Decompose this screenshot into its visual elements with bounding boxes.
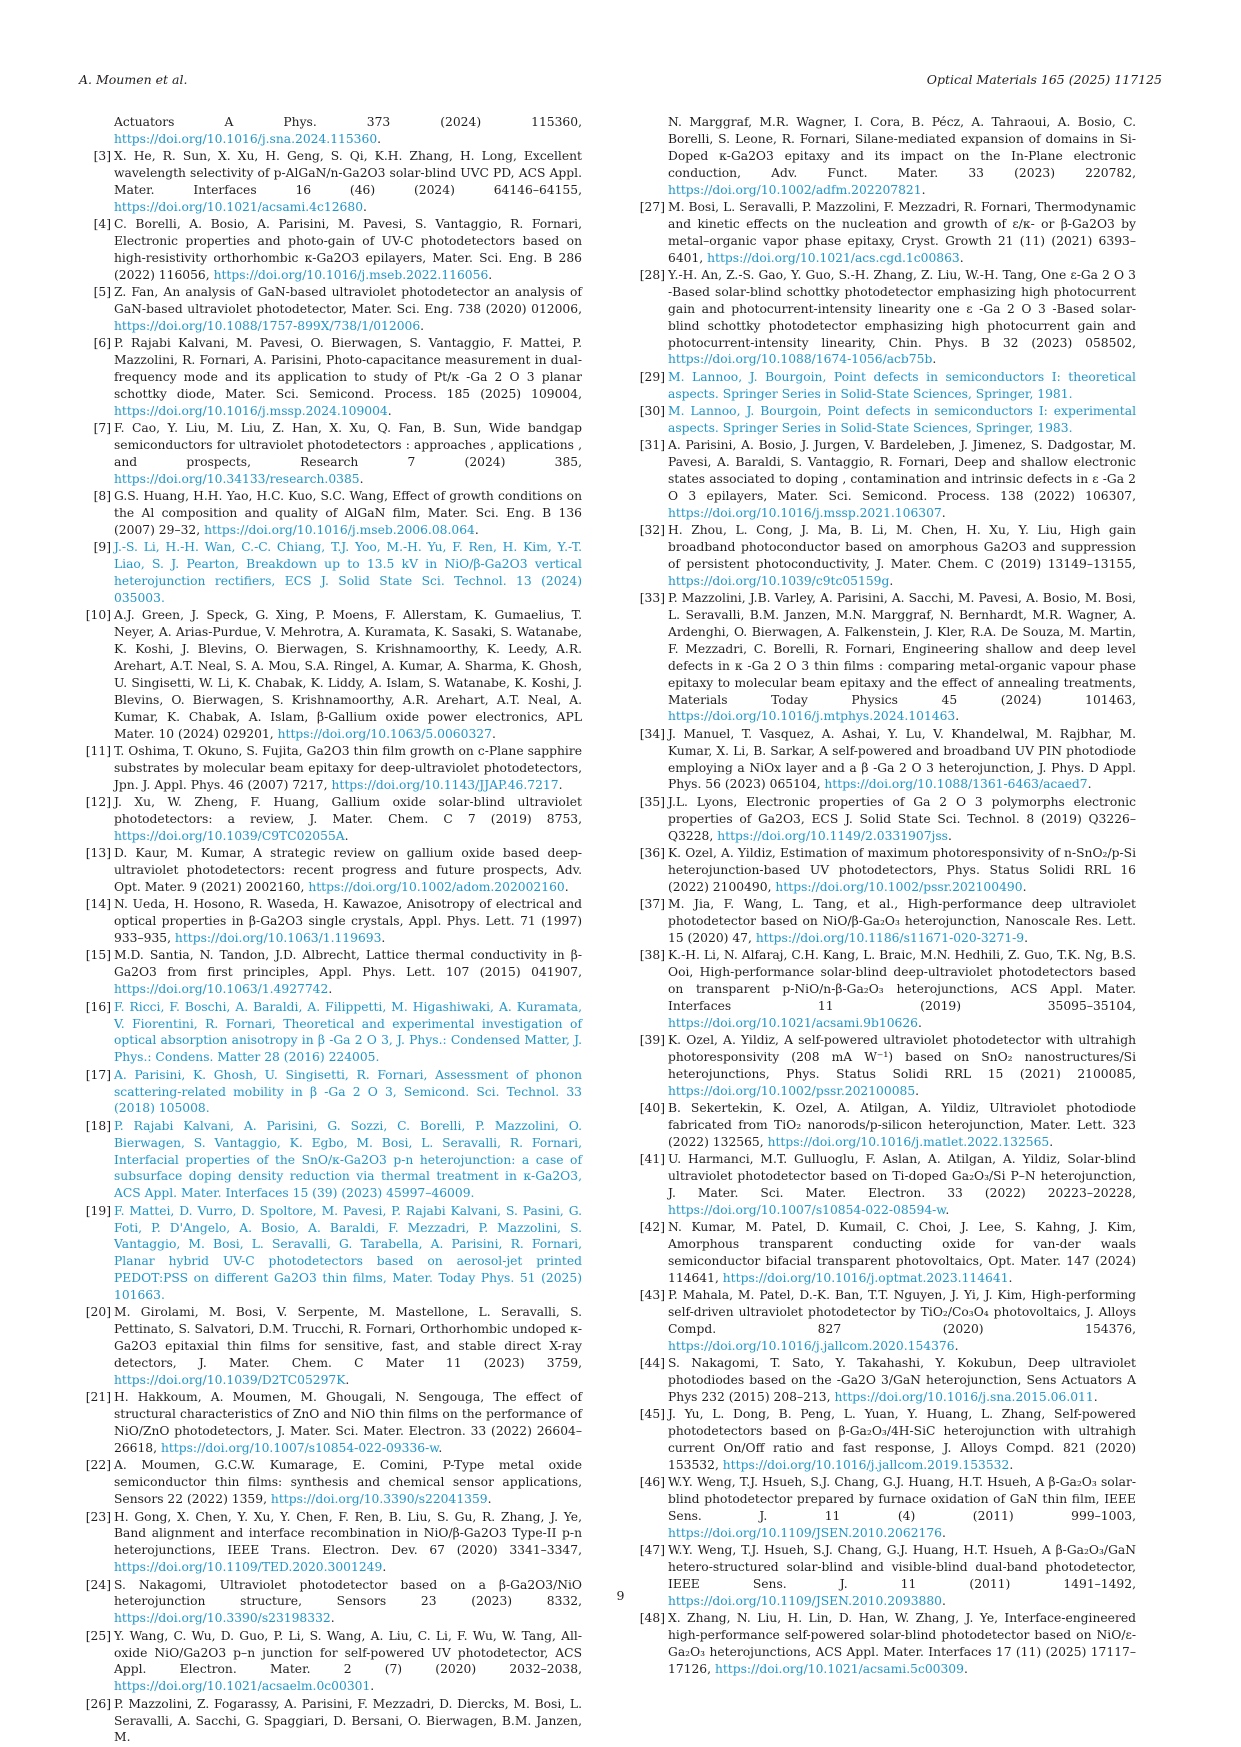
- reference-entry: [79, 1304, 582, 1389]
- reference-number: [33]: [639, 591, 665, 606]
- doi-link[interactable]: https://doi.org/10.1021/acsaelm.0c00301: [114, 1679, 371, 1694]
- reference-end-period: .: [963, 1662, 968, 1677]
- reference-text: M. Girolami, M. Bosi, V. Serpente, M. Mastellone, L. Seravalli, S. Pettinato, S. Salvatori, D.M. Trucchi, R. Fornari, Orthorhombic undoped κ-Ga2O3 epitaxial thin films for sensitive, fast, and stable direct X-ray detectors, J. Mater. Chem. C Mater 11 (2023) 3759,: [114, 1305, 582, 1371]
- reference-entry: [633, 437, 1136, 522]
- reference-end-period: .: [915, 1083, 920, 1098]
- reference-number: [24]: [85, 1577, 111, 1592]
- reference-entry[interactable]: [633, 369, 1136, 403]
- reference-number: [15]: [85, 948, 111, 963]
- doi-link[interactable]: https://doi.org/10.1007/s10854-022-09336-w: [160, 1441, 439, 1456]
- reference-entry[interactable]: [79, 539, 582, 607]
- reference-entry: [79, 1389, 582, 1457]
- reference-text: T. Oshima, T. Okuno, S. Fujita, Ga2O3 thin film growth on c-Plane sapphire substrates by molecular beam epitaxy for deep-ultraviolet photodetectors, Jpn. J. Appl. Phys. 46 (2007) 7217,: [114, 744, 582, 792]
- reference-number: [45]: [639, 1407, 665, 1422]
- doi-link[interactable]: https://doi.org/10.1021/acs.cgd.1c00863: [707, 250, 960, 265]
- doi-link[interactable]: https://doi.org/10.1016/j.jallcom.2019.153532: [722, 1458, 1010, 1473]
- reference-entry: [79, 114, 582, 148]
- reference-number: [9]: [93, 540, 111, 555]
- reference-text: P. Mazzolini, J.B. Varley, A. Parisini, A. Sacchi, M. Pavesi, A. Bosio, M. Bosi, L. Seravalli, B.M. Janzen, M.N. Marggraf, N. Bernhardt, M.R. Wagner, A. Ardenghi, O. Bierwagen, A. Falkenstein, J. Kler, R.A. De Souza, M. Martin, F. Mezzadri, C. Borelli, R. Fornari, Engineering shallow and deep level defects in κ -Ga 2 O 3 thin films : comparing metal-organic vapour phase epitaxy to molecular beam epitaxy and the effect of annealing treatments, Materials Today Physics 45 (2024) 101463,: [668, 591, 1136, 707]
- reference-text: M.D. Santia, N. Tandon, J.D. Albrecht, Lattice thermal conductivity in β-Ga2O3 from first principles, Appl. Phys. Lett. 107 (2015) 041907,: [114, 948, 582, 980]
- reference-entry: [79, 1696, 582, 1747]
- doi-link[interactable]: https://doi.org/10.1039/D2TC05297K: [114, 1373, 346, 1388]
- reference-entry: [79, 420, 582, 488]
- reference-text: J. Xu, W. Zheng, F. Huang, Gallium oxide solar-blind ultraviolet photodetectors: a review, J. Mater. Chem. C 7 (2019) 8753,: [114, 795, 582, 827]
- reference-end-period: .: [363, 199, 367, 214]
- reference-entry[interactable]: [79, 999, 582, 1067]
- reference-end-period: .: [954, 1338, 959, 1353]
- reference-number: [12]: [85, 795, 111, 810]
- reference-entry[interactable]: [79, 1067, 582, 1118]
- reference-number: [48]: [639, 1611, 665, 1626]
- reference-entry: [633, 896, 1136, 947]
- doi-link[interactable]: https://doi.org/10.1088/1674-1056/acb75b: [668, 352, 933, 367]
- reference-entry: [79, 216, 582, 284]
- reference-number: [18]: [85, 1118, 111, 1133]
- reference-end-period: .: [941, 505, 946, 520]
- reference-text: H. Zhou, L. Cong, J. Ma, B. Li, M. Chen, H. Xu, Y. Liu, High gain broadband photoconductor based on amorphous Ga2O3 and suppression of persistent photoconductivity, J. Mater. Chem. C (2019) 13149–13155,: [668, 523, 1136, 571]
- doi-link[interactable]: https://doi.org/10.3390/s22041359: [270, 1492, 488, 1507]
- reference-entry: [633, 1032, 1136, 1100]
- reference-end-period: .: [381, 931, 386, 946]
- reference-number: [27]: [639, 199, 665, 214]
- reference-number: [8]: [93, 489, 111, 504]
- reference-end-period: .: [1022, 879, 1027, 894]
- doi-link[interactable]: https://doi.org/10.1002/pssr.202100490: [775, 879, 1023, 894]
- reference-entry: [79, 794, 582, 845]
- reference-number: [46]: [639, 1475, 665, 1490]
- reference-number: [39]: [639, 1033, 665, 1048]
- reference-end-period: .: [945, 1202, 950, 1217]
- reference-end-period: .: [932, 352, 937, 367]
- doi-link[interactable]: https://doi.org/10.1143/JJAP.46.7217: [331, 777, 559, 792]
- reference-number: [3]: [93, 149, 111, 164]
- reference-entry: [79, 1509, 582, 1577]
- reference-text: F. Cao, Y. Liu, M. Liu, Z. Han, X. Xu, Q. Fan, B. Sun, Wide bandgap semiconductors for ultraviolet photodetectors : approaches , applications , and prospects, Research 7 (2024) 385,: [114, 421, 582, 470]
- reference-text: N. Marggraf, M.R. Wagner, I. Cora, B. Pécz, A. Tahraoui, A. Bosio, C. Borelli, S. Leone, R. Fornari, Silane-mediated expansion of domains in Si-Doped κ-Ga2O3 epitaxy and its impact on the In-Plane electronic conduction, Adv. Funct. Mater. 33 (2023) 220782,: [668, 115, 1136, 180]
- doi-link[interactable]: https://doi.org/10.1002/adfm.202207821: [668, 182, 922, 197]
- reference-text: Actuators A Phys. 373 (2024) 115360,: [114, 115, 582, 129]
- reference-text: K. Ozel, A. Yildiz, Estimation of maximum photoresponsivity of n-SnO₂/p-Si heterojunction-based UV photodetectors, Phys. Status Solidi RRL 16 (2022) 2100490,: [668, 845, 1136, 894]
- reference-text: Y.-H. An, Z.-S. Gao, Y. Guo, S.-H. Zhang, Z. Liu, W.-H. Tang, One ε-Ga 2 O 3 -Based solar-blind schottky photodetector emphasizing high photocurrent gain and photocurrent-intensity linearity one ε -Ga 2 O 3 -Based solar-blind schottky photodetector emphasizing high photocurrent gain and photocurrent-intensity linearity, Chin. Phys. B 32 (2023) 058502,: [668, 267, 1136, 350]
- reference-number: [26]: [85, 1696, 111, 1711]
- reference-text[interactable]: M. Lannoo, J. Bourgoin, Point defects in semiconductors I: theoretical aspects. Springer Series in Solid-State Sciences, Springer, 1981.: [668, 369, 1136, 401]
- doi-link[interactable]: https://doi.org/10.1021/acsami.9b10626: [668, 1015, 918, 1030]
- reference-end-period: .: [387, 403, 392, 418]
- reference-text: P. Mazzolini, Z. Fogarassy, A. Parisini, F. Mezzadri, D. Diercks, M. Bosi, L. Seravalli, A. Sacchi, G. Spaggiari, D. Bersani, O. Bierwagen, B.M. Janzen, M.: [114, 1696, 582, 1745]
- reference-text[interactable]: F. Mattei, D. Vurro, D. Spoltore, M. Pavesi, P. Rajabi Kalvani, S. Pasini, G. Foti, P. D'Angelo, A. Bosio, A. Baraldi, F. Mezzadri, P. Mazzolini, S. Vantaggio, M. Bosi, L. Seravalli, G. Tarabella, A. Parisini, R. Fornari, Planar hybrid UV-C photodetectors based on aerosol-jet printed PEDOT:PSS on different Ga2O3 thin films, Mater. Today Phys. 51 (2025) 101663.: [114, 1203, 582, 1303]
- reference-number: [5]: [93, 285, 111, 300]
- reference-end-period: .: [558, 777, 563, 792]
- reference-end-period: .: [947, 828, 952, 843]
- reference-end-period: .: [564, 880, 569, 895]
- reference-end-period: .: [1093, 1390, 1098, 1404]
- reference-entry[interactable]: [79, 1203, 582, 1304]
- reference-end-period: .: [1024, 930, 1029, 945]
- reference-number: [4]: [93, 217, 111, 232]
- page-number: 9: [616, 1588, 625, 1603]
- reference-number: [6]: [93, 336, 111, 351]
- reference-entry: [633, 1474, 1136, 1542]
- doi-link[interactable]: https://doi.org/10.3390/s23198332: [114, 1611, 331, 1626]
- doi-link[interactable]: https://doi.org/10.1088/1361-6463/acaed7: [824, 777, 1088, 792]
- reference-entry[interactable]: [79, 1118, 582, 1203]
- reference-number: [7]: [93, 421, 111, 436]
- reference-text: X. Zhang, N. Liu, H. Lin, D. Han, W. Zhang, J. Ye, Interface-engineered high-performance self-powered solar-blind photodetector based on NiO/ε-Ga₂O₃ heterojunctions, ACS Appl. Mater. Interfaces 17 (11) (2025) 17117–17126,: [668, 1611, 1136, 1677]
- reference-number: [30]: [639, 403, 665, 418]
- reference-text[interactable]: P. Rajabi Kalvani, A. Parisini, G. Sozzi, C. Borelli, P. Mazzolini, O. Bierwagen, S. Vantaggio, K. Egbo, M. Bosi, L. Seravalli, R. Fornari, Interfacial properties of the SnO/κ-Ga2O3 p-n heterojunction: a case of subsurface doping density reduction via thermal treatment in κ-Ga2O3, ACS Appl. Mater. Interfaces 15 (39) (2023) 45997–46009.: [114, 1118, 582, 1201]
- reference-end-period: .: [345, 1373, 350, 1388]
- doi-link[interactable]: https://doi.org/10.1109/TED.2020.3001249: [114, 1560, 383, 1575]
- reference-entry: [79, 488, 582, 539]
- reference-entry: [633, 1610, 1136, 1678]
- doi-link[interactable]: https://doi.org/10.1021/acsami.4c12680: [114, 199, 364, 214]
- reference-text: Y. Wang, C. Wu, D. Guo, P. Li, S. Wang, A. Liu, C. Li, F. Wu, W. Tang, All-oxide NiO/Ga2O3 p–n junction for self-powered UV photodetector, ACS Appl. Electron. Mater. 2 (7) (2020) 2032–2038,: [114, 1628, 582, 1677]
- doi-link[interactable]: https://doi.org/10.1016/j.sna.2024.115360: [114, 131, 378, 146]
- reference-entry: [79, 148, 582, 216]
- reference-text: S. Nakagomi, T. Sato, Y. Takahashi, Y. Kokubun, Deep ultraviolet photodiodes based on the -Ga2O 3/GaN heterojunction, Sens Actuators A Phys 232 (2015) 208–213,: [668, 1356, 1136, 1404]
- reference-number: [25]: [85, 1628, 111, 1643]
- reference-end-period: .: [377, 131, 382, 146]
- reference-end-period: .: [420, 319, 425, 334]
- reference-number: [38]: [639, 948, 665, 963]
- reference-number: [36]: [639, 845, 665, 860]
- doi-link[interactable]: https://doi.org/10.1016/j.mssp.2024.109004: [114, 403, 388, 418]
- reference-number: [40]: [639, 1101, 665, 1116]
- reference-text: U. Harmanci, M.T. Gulluoglu, F. Aslan, A. Atilgan, A. Yildiz, Solar-blind ultraviolet photodetector based on Ti-doped Ga₂O₃/Si P–N heterojunction, J. Mater. Sci. Mater. Electron. 33 (2022) 20223–20228,: [668, 1152, 1136, 1200]
- reference-text: G.S. Huang, H.H. Yao, H.C. Kuo, S.C. Wang, Effect of growth conditions on the Al composition and quality of AlGaN film, Mater. Sci. Eng. B 136 (2007) 29–32,: [114, 489, 582, 538]
- reference-text: C. Borelli, A. Bosio, A. Parisini, M. Pavesi, S. Vantaggio, R. Fornari, Electronic properties and photo-gain of UV-C photodetectors based on high-resistivity orthorhombic κ-Ga2O3 epilayers, Mater. Sci. Eng. B 286 (2022) 116056,: [114, 217, 582, 282]
- reference-text: A. Moumen, G.C.W. Kumarage, E. Comini, P-Type metal oxide semiconductor thin films: synthesis and chemical sensor applications, Sensors 22 (2022) 1359,: [114, 1458, 582, 1507]
- reference-end-period: .: [942, 1594, 946, 1609]
- reference-number: [34]: [639, 726, 665, 741]
- doi-link[interactable]: https://doi.org/10.1039/C9TC02055A: [114, 828, 345, 843]
- doi-link[interactable]: https://doi.org/10.1021/acsami.5c00309: [714, 1662, 964, 1677]
- reference-entry: [633, 1151, 1136, 1219]
- reference-end-period: .: [344, 828, 349, 843]
- doi-link[interactable]: https://doi.org/10.1063/5.0060327: [277, 726, 492, 741]
- reference-entry: [79, 1457, 582, 1508]
- doi-link[interactable]: https://doi.org/10.1063/1.4927742: [114, 982, 329, 997]
- doi-link[interactable]: https://doi.org/10.1016/j.jallcom.2020.154376: [668, 1338, 955, 1353]
- reference-text: J. Yu, L. Dong, B. Peng, L. Yuan, Y. Huang, L. Zhang, Self-powered photodetectors based on β-Ga₂O₃/4H-SiC heterojunction with ultrahigh current On/Off ratio and fast response, J. Alloys Compd. 821 (2020) 153532,: [668, 1407, 1136, 1473]
- reference-entry[interactable]: [633, 403, 1136, 437]
- reference-number: [21]: [85, 1390, 111, 1405]
- reference-text: P. Rajabi Kalvani, M. Pavesi, O. Bierwagen, S. Vantaggio, F. Mattei, P. Mazzolini, R. Fornari, A. Parisini, Photo-capacitance measurement in dual-frequency mode and its application to study of Pt/κ -Ga 2 O 3 planar schottky diode, Mater. Sci. Semicond. Process. 185 (2025) 109004,: [114, 336, 582, 402]
- reference-text: H. Hakkoum, A. Moumen, M. Ghougali, N. Sengouga, The effect of structural characteristics of ZnO and NiO thin films on the performance of NiO/ZnO photodetectors, J. Mater. Sci. Mater. Electron. 33 (2022) 26604–26618,: [114, 1390, 582, 1456]
- doi-link[interactable]: https://doi.org/10.1016/j.sna.2015.06.011: [834, 1390, 1094, 1404]
- reference-text: D. Kaur, M. Kumar, A strategic review on gallium oxide based deep-ultraviolet photodetectors: recent progress and future prospects, Adv. Opt. Mater. 9 (2021) 2002160,: [114, 846, 582, 895]
- reference-text: J. Manuel, T. Vasquez, A. Ashai, Y. Lu, V. Khandelwal, M. Rajbhar, M. Kumar, X. Li, B. Sarkar, A self-powered and broadband UV PIN photodiode employing a NiOx layer and a β -Ga 2 O 3 heterojunction, J. Phys. D Appl. Phys. 56 (2023) 065104,: [668, 726, 1136, 792]
- reference-number: [35]: [639, 794, 665, 809]
- reference-entry: [633, 1287, 1136, 1355]
- reference-end-period: .: [889, 573, 894, 588]
- reference-number: [43]: [639, 1288, 665, 1303]
- reference-end-period: .: [942, 1526, 946, 1541]
- reference-entry: [633, 267, 1136, 368]
- doi-link[interactable]: https://doi.org/10.1039/c9tc05159g: [668, 573, 890, 588]
- reference-entry: [79, 743, 582, 794]
- reference-text: N. Ueda, H. Hosono, R. Waseda, H. Kawazoe, Anisotropy of electrical and optical properties in β-Ga2O3 single crystals, Appl. Phys. Lett. 71 (1997) 933–935,: [114, 897, 582, 946]
- reference-text: X. He, R. Sun, X. Xu, H. Geng, S. Qi, K.H. Zhang, H. Long, Excellent wavelength selectivity of p-AlGaN/n-Ga2O3 solar-blind UVC PD, ACS Appl. Mater. Interfaces 16 (46) (2024) 64146–64155,: [114, 149, 582, 198]
- doi-link[interactable]: https://doi.org/10.1007/s10854-022-08594-w: [668, 1202, 946, 1217]
- reference-text: K. Ozel, A. Yildiz, A self-powered ultraviolet photodetector with ultrahigh photoresponsivity (208 mA W⁻¹) based on SnO₂ nanostructures/Si heterojunctions, Phys. Status Solidi RRL 15 (2021) 2100085,: [668, 1033, 1136, 1081]
- reference-number: [14]: [85, 897, 111, 912]
- reference-end-period: .: [491, 726, 496, 741]
- reference-entry: [79, 1628, 582, 1696]
- doi-link[interactable]: https://doi.org/10.1016/j.mseb.2006.08.064: [204, 523, 475, 538]
- reference-number: [44]: [639, 1356, 665, 1371]
- reference-end-period: .: [487, 1492, 492, 1507]
- reference-text: J.L. Lyons, Electronic properties of Ga 2 O 3 polymorphs electronic properties of Ga2O3, ECS J. Solid State Sci. Technol. 8 (2019) Q3226–Q3228,: [668, 794, 1136, 843]
- reference-number: [22]: [85, 1458, 111, 1473]
- reference-entry: [633, 522, 1136, 590]
- reference-number: [13]: [85, 846, 111, 861]
- reference-end-period: .: [474, 523, 479, 538]
- reference-text: M. Bosi, L. Seravalli, P. Mazzolini, F. Mezzadri, R. Fornari, Thermodynamic and kinetic effects on the nucleation and growth of ε/κ- or β-Ga2O3 by metal–organic vapor phase epitaxy, Cryst. Growth 21 (11) (2021) 6393–6401,: [668, 199, 1136, 265]
- reference-end-period: .: [359, 471, 364, 486]
- reference-end-period: .: [955, 709, 960, 724]
- reference-entry: [633, 845, 1136, 896]
- reference-number: [20]: [85, 1305, 111, 1320]
- reference-number: [28]: [639, 267, 665, 282]
- reference-entry: [633, 947, 1136, 1032]
- reference-text: K.-H. Li, N. Alfaraj, C.H. Kang, L. Braic, M.N. Hedhili, Z. Guo, T.K. Ng, B.S. Ooi, High-performance solar-blind deep-ultraviolet photodetectors based on transparent p-NiO/n-β-Ga₂O₃ heterojunctions, ACS Appl. Mater. Interfaces 11 (2019) 35095–35104,: [668, 948, 1136, 1013]
- reference-number: [31]: [639, 438, 665, 453]
- doi-link[interactable]: https://doi.org/10.1109/JSEN.2010.2093880: [668, 1594, 943, 1609]
- reference-entry: [79, 284, 582, 335]
- reference-entry: [633, 199, 1136, 267]
- reference-text: S. Nakagomi, Ultraviolet photodetector based on a β-Ga2O3/NiO heterojunction structure, Sensors 23 (2023) 8332,: [114, 1577, 582, 1609]
- doi-link[interactable]: https://doi.org/10.1016/j.mseb.2022.116056: [213, 267, 489, 282]
- doi-link[interactable]: https://doi.org/10.1016/j.optmat.2023.114641: [722, 1270, 1009, 1285]
- reference-text: B. Sekertekin, K. Ozel, A. Atilgan, A. Yildiz, Ultraviolet photodiode fabricated from TiO₂ nanorods/p-silicon heterojunction, Mater. Lett. 323 (2022) 132565,: [668, 1101, 1136, 1149]
- reference-entry: [79, 947, 582, 998]
- doi-link[interactable]: https://doi.org/10.1109/JSEN.2010.2062176: [668, 1526, 943, 1541]
- reference-number: [42]: [639, 1220, 665, 1235]
- reference-text: H. Gong, X. Chen, Y. Xu, Y. Chen, F. Ren, B. Liu, S. Gu, R. Zhang, J. Ye, Band alignment and interface recombination in NiO/β-Ga2O3 Type-II p-n heterojunctions, IEEE Trans. Electron. Dev. 67 (2020) 3341–3347,: [114, 1509, 582, 1558]
- reference-text: W.Y. Weng, T.J. Hsueh, S.J. Chang, G.J. Huang, H.T. Hsueh, A β-Ga₂O₃ solar-blind photodetector prepared by furnace oxidation of GaN thin film, IEEE Sens. J. 11 (4) (2011) 999–1003,: [668, 1475, 1136, 1524]
- doi-link[interactable]: https://doi.org/10.1016/j.mtphys.2024.101463: [668, 709, 956, 724]
- reference-number: [37]: [639, 896, 665, 911]
- reference-entry: [633, 1406, 1136, 1474]
- doi-link[interactable]: https://doi.org/10.34133/research.0385: [114, 471, 360, 486]
- reference-text[interactable]: J.-S. Li, H.-H. Wan, C.-C. Chiang, T.J. Yoo, M.-H. Yu, F. Ren, H. Kim, Y.-T. Liao, S. J. Pearton, Breakdown up to 13.5 kV in NiO/β-Ga2O3 vertical heterojunction rectifiers, ECS J. Solid State Sci. Technol. 13 (2024) 035003.: [114, 540, 582, 606]
- reference-text[interactable]: M. Lannoo, J. Bourgoin, Point defects in semiconductors I: experimental aspects. Springer Series in Solid-State Sciences, Springer, 1983.: [668, 403, 1136, 435]
- reference-number: [41]: [639, 1152, 665, 1167]
- doi-link[interactable]: https://doi.org/10.1186/s11671-020-3271-9: [755, 930, 1025, 945]
- reference-entry: [633, 1100, 1136, 1151]
- reference-end-period: .: [921, 182, 926, 197]
- reference-number: [11]: [85, 744, 111, 759]
- reference-number: [16]: [85, 999, 111, 1014]
- reference-text[interactable]: A. Parisini, K. Ghosh, U. Singisetti, R. Fornari, Assessment of phonon scattering-related mobility in β -Ga 2 O 3, Semicond. Sci. Technol. 33 (2018) 105008.: [114, 1067, 582, 1116]
- reference-end-period: .: [488, 267, 493, 282]
- reference-number: [32]: [639, 523, 665, 538]
- reference-end-period: .: [1009, 1458, 1014, 1473]
- reference-entry: [79, 335, 582, 420]
- doi-link[interactable]: https://doi.org/10.1088/1757-899X/738/1/012006: [114, 319, 421, 334]
- reference-end-period: .: [1087, 777, 1092, 792]
- references-column-left: [79, 114, 582, 1747]
- reference-end-period: .: [1049, 1134, 1054, 1149]
- reference-text[interactable]: F. Ricci, F. Boschi, A. Baraldi, A. Filippetti, M. Higashiwaki, A. Kuramata, V. Fiorentini, R. Fornari, Theoretical and experimental investigation of optical absorption anisotropy in β -Ga 2 O 3, J. Phys.: Condensed Matter, J. Phys.: Condens. Matter 28 (2016) 224005.: [114, 999, 582, 1065]
- reference-entry: [633, 590, 1136, 725]
- reference-number: [19]: [85, 1203, 111, 1218]
- reference-number: [29]: [639, 369, 665, 384]
- reference-number: [47]: [639, 1543, 665, 1558]
- references-column-right: [633, 114, 1136, 1678]
- doi-link[interactable]: https://doi.org/10.1063/1.119693: [174, 931, 382, 946]
- reference-number: [23]: [85, 1509, 111, 1524]
- doi-link[interactable]: https://doi.org/10.1149/2.0331907jss: [717, 828, 948, 843]
- reference-entry: [633, 794, 1136, 845]
- reference-end-period: .: [370, 1679, 375, 1694]
- doi-link[interactable]: https://doi.org/10.1002/adom.202002160: [308, 880, 565, 895]
- reference-end-period: .: [330, 1611, 335, 1626]
- running-header-journal: Optical Materials 165 (2025) 117125: [926, 72, 1162, 87]
- reference-end-period: .: [328, 982, 333, 997]
- reference-text: W.Y. Weng, T.J. Hsueh, S.J. Chang, G.J. Huang, H.T. Hsueh, A β-Ga₂O₃/GaN hetero-structured solar-blind and visible-blind dual-band photodetector, IEEE Sens. J. 11 (2011) 1491–1492,: [668, 1543, 1136, 1592]
- doi-link[interactable]: https://doi.org/10.1016/j.mssp.2021.106307: [668, 505, 942, 520]
- reference-entry: [79, 896, 582, 947]
- reference-entry: [79, 845, 582, 896]
- reference-entry: [633, 1355, 1136, 1406]
- doi-link[interactable]: https://doi.org/10.1016/j.matlet.2022.132565: [767, 1134, 1050, 1149]
- running-header-authors: A. Moumen et al.: [79, 72, 188, 87]
- reference-end-period: .: [438, 1441, 443, 1456]
- reference-end-period: .: [382, 1560, 387, 1575]
- reference-text: A. Parisini, A. Bosio, J. Jurgen, V. Bardeleben, J. Jimenez, S. Dadgostar, M. Pavesi, A. Baraldi, S. Vantaggio, R. Fornari, Deep and shallow electronic states associated to doping , contamination and intrinsic defects in ε -Ga 2 O 3 epilayers, Mater. Sci. Semicond. Process. 138 (2022) 106307,: [668, 438, 1136, 503]
- reference-end-period: .: [1008, 1270, 1013, 1285]
- doi-link[interactable]: https://doi.org/10.1002/pssr.202100085: [668, 1083, 916, 1098]
- reference-entry: [633, 726, 1136, 794]
- reference-text: M. Jia, F. Wang, L. Tang, et al., High-performance deep ultraviolet photodetector based on NiO/β-Ga₂O₃ heterojunction, Nanoscale Res. Lett. 15 (2020) 47,: [668, 896, 1136, 945]
- reference-text: P. Mahala, M. Patel, D.-K. Ban, T.T. Nguyen, J. Yi, J. Kim, High-performing self-driven ultraviolet photodetector by TiO₂/Co₃O₄ photovoltaics, J. Alloys Compd. 827 (2020) 154376,: [668, 1288, 1136, 1336]
- reference-number: [10]: [85, 608, 111, 623]
- reference-end-period: .: [918, 1015, 922, 1030]
- reference-entry: [79, 607, 582, 742]
- reference-entry: [633, 114, 1136, 199]
- reference-text: N. Kumar, M. Patel, D. Kumail, C. Choi, J. Lee, S. Kahng, J. Kim, Amorphous transparent conducting oxide for van-der waals semiconductor bifacial transparent photovoltaics, Opt. Mater. 147 (2024) 114641,: [668, 1220, 1136, 1285]
- reference-end-period: .: [959, 250, 964, 265]
- reference-number: [17]: [85, 1067, 111, 1082]
- reference-text: Z. Fan, An analysis of GaN-based ultraviolet photodetector an analysis of GaN-based ultraviolet photodetector, Mater. Sci. Eng. 738 (2020) 012006,: [114, 285, 582, 317]
- reference-text: A.J. Green, J. Speck, G. Xing, P. Moens, F. Allerstam, K. Gumaelius, T. Neyer, A. Arias-Purdue, V. Mehrotra, A. Kuramata, K. Sasaki, S. Watanabe, K. Koshi, J. Blevins, O. Bierwagen, S. Krishnamoorthy, K. Leedy, A.R. Arehart, A.T. Neal, S. A. Mou, S.A. Ringel, A. Kumar, A. Sharma, K. Ghosh, U. Singisetti, W. Li, K. Chabak, K. Liddy, A. Islam, S. Watanabe, K. Koshi, J. Blevins, O. Bierwagen, S. Krishnamoorthy, A.R. Arehart, A.T. Neal, A. Kumar, K. Chabak, A. Islam, β-Gallium oxide power electronics, APL Mater. 10 (2024) 029201,: [114, 608, 582, 741]
- reference-entry: [633, 1219, 1136, 1287]
